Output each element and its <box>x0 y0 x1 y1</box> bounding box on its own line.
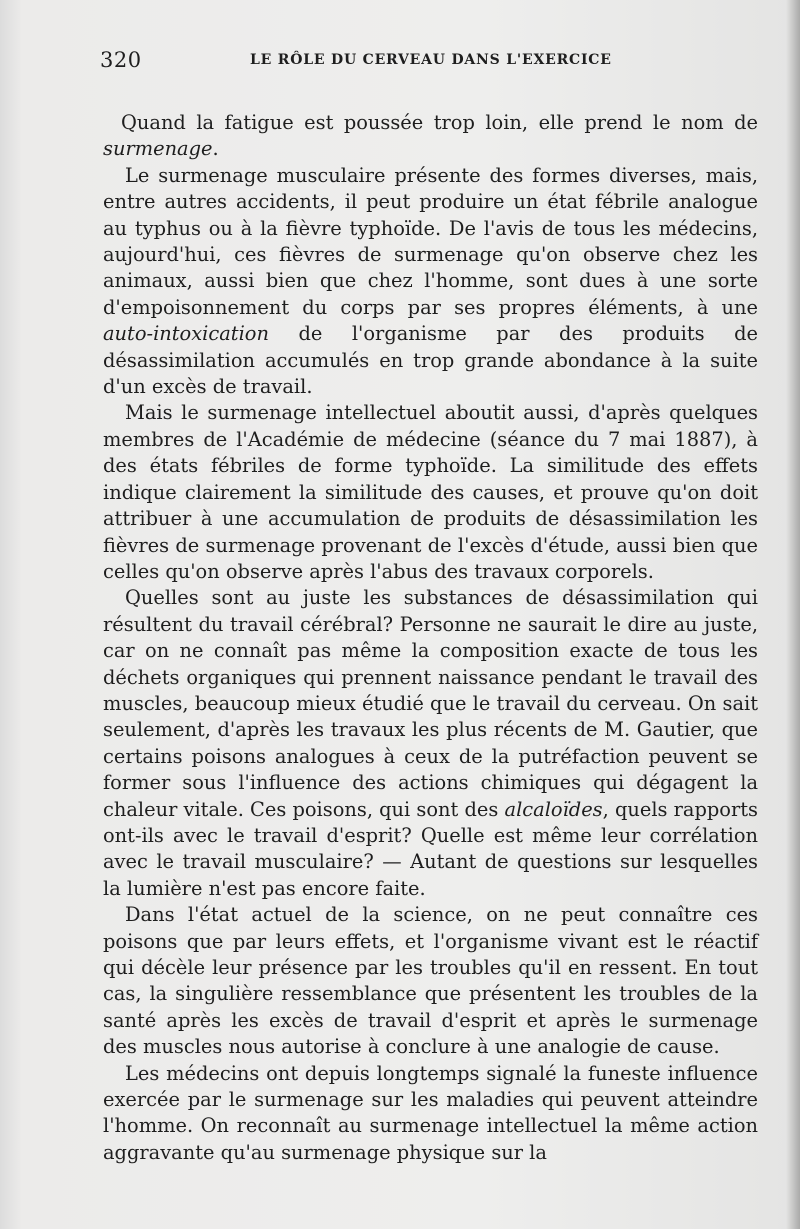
paragraph-5: Dans l'état actuel de la science, on ne peut connaître ces poisons que par leurs effets, et l'organisme vivant est le réactif qui décèle leur présence par les troubles qu'il en ressent. En tout cas, la singulière ressemblance que présentent les troubles de la santé après les excès de travail d'esprit et après le surmenage des muscles nous autorise à conclure à une analogie de cause. <box>103 903 758 1059</box>
running-title: LE RÔLE DU CERVEAU DANS L'EXERCICE <box>250 52 612 68</box>
paragraph-4: Quelles sont au juste les substances de désassimilation qui résultent du travail cérébral? Personne ne saurait le dire au juste, car on ne connaît pas même la composition exacte de tous les déchets organiques qui prennent naissance pendant le travail des muscles, beaucoup mieux étudié que le travail du cerveau. On sait seulement, d'après les travaux les plus récents de M. Gautier, que certains poisons analogues à ceux de la putréfaction peuvent se former sous l'influence des actions chimiques qui dégagent la chaleur vitale. Ces poisons, qui sont des alcaloïdes, quels rapports ont-ils avec le travail d'esprit? Quelle est même leur corrélation avec le travail musculaire? — Autant de questions sur lesquelles la lumière n'est pas encore faite. <box>103 586 758 900</box>
emphasis-auto-intoxication: auto-intoxication <box>103 322 269 346</box>
paragraph-3: Mais le surmenage intellectuel aboutit aussi, d'après quelques membres de l'Académie de médecine (séance du 7 mai 1887), à des états fébriles de forme typhoïde. La similitude des effets indique clairement la similitude des causes, et prouve qu'on doit attribuer à une accumulation de produits de désassimilation les fièvres de surmenage provenant de l'excès d'étude, aussi bien que celles qu'on observe après l'abus des travaux corporels. <box>103 401 758 583</box>
page-header <box>100 48 790 74</box>
paragraph-1: Quand la fatigue est poussée trop loin, elle prend le nom de surmenage. <box>103 111 758 161</box>
emphasis-alcaloides: alcaloïdes <box>504 797 603 821</box>
body-text <box>103 110 758 1166</box>
paragraph-2: Le surmenage musculaire présente des formes diverses, mais, entre autres accidents, il peut produire un état fébrile analogue au typhus ou à la fièvre typhoïde. De l'avis de tous les médecins, aujourd'hui, ces fièvres de surmenage qu'on observe chez les animaux, aussi bien que chez l'homme, sont dues à une sorte d'empoisonnement du corps par ses propres éléments, à une auto-intoxication de l'organisme par des produits de désassimilation accumulés en trop grande abondance à la suite d'un excès de travail. <box>103 163 758 399</box>
page-edge-shadow <box>786 0 800 1229</box>
page-number: 320 <box>100 48 142 72</box>
emphasis-surmenage: surmenage <box>103 137 213 161</box>
paragraph-6: Les médecins ont depuis longtemps signalé la funeste influence exercée par le surmenage sur les maladies qui peuvent atteindre l'homme. On reconnaît au surmenage intellectuel la même action aggravante qu'au surmenage physique sur la <box>103 1061 758 1164</box>
